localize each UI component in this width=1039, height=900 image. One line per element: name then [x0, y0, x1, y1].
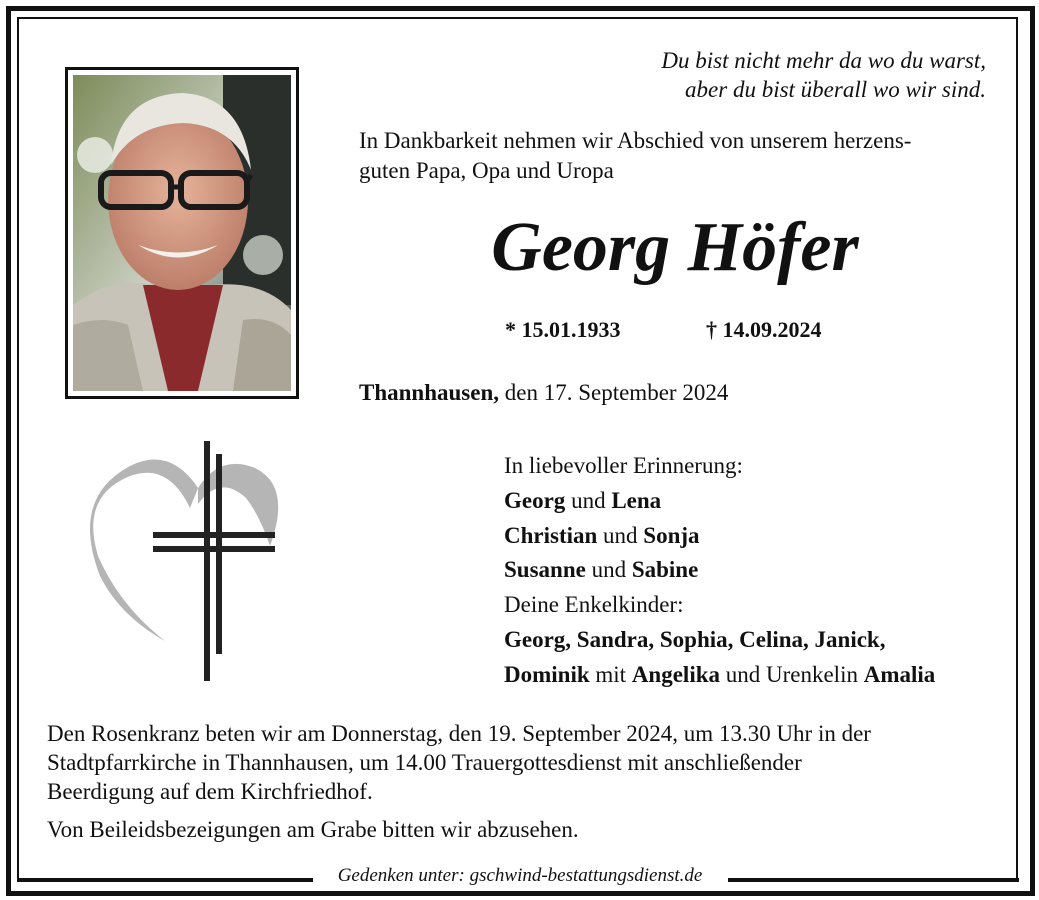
- family-joiner: und: [565, 487, 612, 513]
- motto-line: aber du bist überall wo wir sind.: [685, 77, 986, 102]
- family-list: [504, 449, 1004, 693]
- intro-line: In Dankbarkeit nehmen wir Abschied von unserem herzens-: [359, 128, 912, 153]
- service-details: [47, 719, 1007, 806]
- family-member: Sonja: [643, 522, 700, 548]
- place-name: Thannhausen,: [359, 380, 499, 405]
- grandchildren-names: Georg, Sandra, Sophia, Celina, Janick,: [504, 626, 886, 652]
- family-member: Angelika: [631, 661, 720, 687]
- family-member: Sabine: [631, 557, 699, 583]
- family-member: Georg: [504, 487, 566, 513]
- grandchildren-line: [504, 658, 1004, 693]
- death-date: † 14.09.2024: [706, 317, 822, 342]
- notice-date: den 17. September 2024: [499, 380, 729, 405]
- service-line: Stadtpfarrkirche in Thannhausen, um 14.00 Trauergottesdienst mit anschließender: [47, 750, 802, 775]
- family-heading: In liebevoller Erinnerung:: [504, 453, 743, 478]
- portrait-photo: [73, 75, 291, 391]
- family-member: Dominik: [504, 661, 590, 687]
- footer-rule-right: [728, 878, 1019, 882]
- memorial-website-link[interactable]: Gedenken unter: gschwind-bestattungsdienst.de: [337, 865, 703, 886]
- place-and-date: [359, 378, 728, 408]
- intro-line: guten Papa, Opa und Uropa: [359, 158, 614, 183]
- family-joiner: und: [597, 522, 644, 548]
- condolence-note: Von Beileidsbezeigungen am Grabe bitten wir abzusehen.: [47, 817, 579, 842]
- family-joiner: und Urenkelin: [720, 661, 864, 687]
- motto-line: Du bist nicht mehr da wo du warst,: [661, 48, 986, 73]
- family-joiner: mit: [589, 661, 632, 687]
- service-line: Den Rosenkranz beten wir am Donnerstag, den 19. September 2024, um 13.30 Uhr in der: [47, 721, 871, 746]
- memorial-motto: [520, 46, 986, 104]
- family-pair: [504, 519, 1004, 554]
- grandchildren-heading: Deine Enkelkinder:: [504, 592, 684, 618]
- family-pair: [504, 484, 1004, 519]
- intro-text: [359, 126, 991, 186]
- service-line: Beerdigung auf dem Kirchfriedhof.: [47, 779, 373, 804]
- heart-cross-icon: [70, 436, 290, 686]
- family-member: Susanne: [504, 557, 586, 583]
- birth-date: * 15.01.1933: [505, 317, 621, 342]
- grandchildren-line: [504, 623, 1004, 658]
- family-member: Lena: [611, 487, 662, 513]
- family-pair: [504, 553, 1004, 588]
- family-member: Amalia: [863, 661, 936, 687]
- family-joiner: und: [585, 557, 632, 583]
- family-member: Christian: [504, 522, 598, 548]
- deceased-name: Georg Höfer: [491, 209, 859, 286]
- portrait-frame: [65, 67, 299, 399]
- footer-rule-left: [17, 878, 313, 882]
